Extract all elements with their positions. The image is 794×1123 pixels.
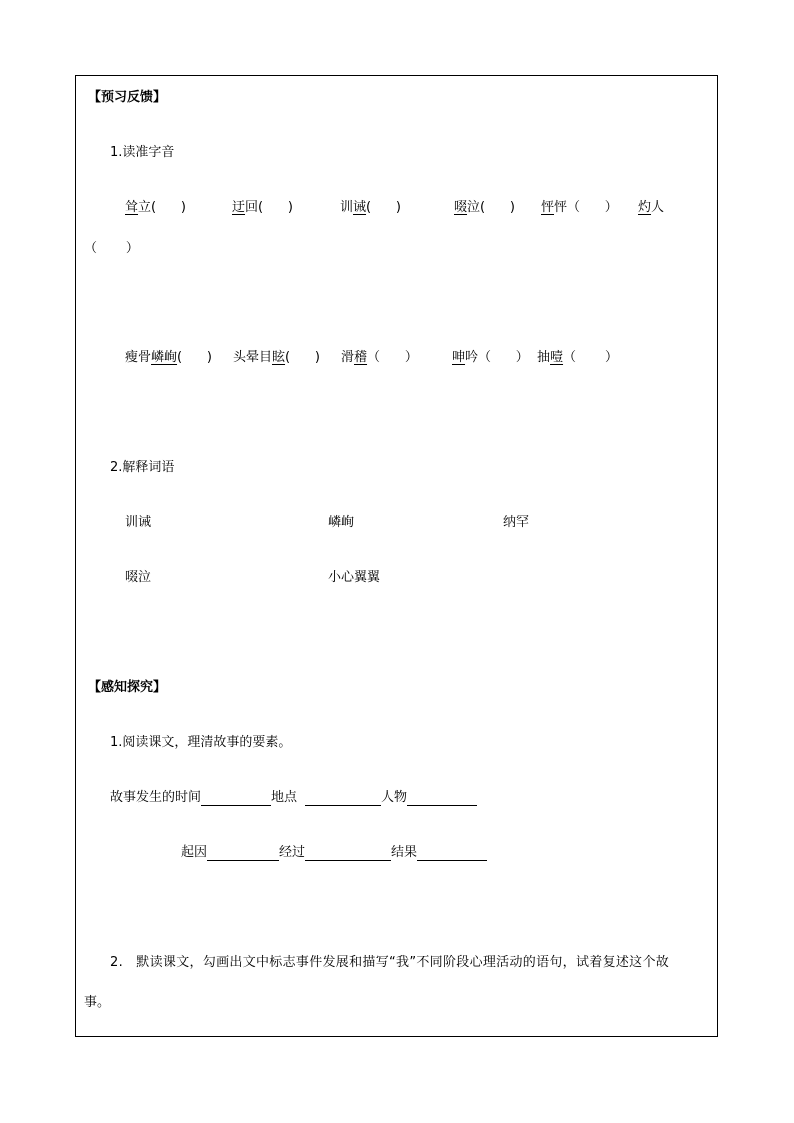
vocab-word: 小心翼翼 (328, 570, 381, 585)
people-blank[interactable] (407, 791, 477, 806)
pinyin-item: 瘦骨嶙峋( ) (125, 350, 212, 365)
time-blank[interactable] (201, 791, 271, 806)
cause-label: 起因 (181, 845, 208, 860)
result-blank[interactable] (417, 846, 487, 861)
people-label: 人物 (381, 790, 408, 805)
time-label: 故事发生的时间 (110, 790, 202, 805)
cause-blank[interactable] (207, 846, 279, 861)
vocab-word: 啜泣 (125, 570, 152, 585)
pinyin-item: 啜泣( ) (454, 200, 515, 215)
pinyin-item: 耸立( ) (125, 200, 186, 215)
place-label: 地点 (271, 790, 298, 805)
pinyin-item: 灼人 (638, 200, 665, 215)
pinyin-item: 呻吟（ ） (452, 350, 529, 365)
vocab-word: 嶙峋 (328, 515, 355, 530)
vocab-word: 训诫 (125, 515, 152, 530)
pinyin-item: 头晕目眩( ) (233, 350, 320, 365)
explore-q2-line1: 2. 默读课文，勾画出文中标志事件发展和描写“我”不同阶段心理活动的语句，试着复述这个故 (110, 955, 670, 970)
worksheet-frame (75, 75, 718, 1037)
pinyin-item: 训诫( ) (340, 200, 401, 215)
explore-heading: 【感知探究】 (88, 680, 167, 695)
process-blank[interactable] (305, 846, 391, 861)
explore-q1-title: 1.阅读课文，理清故事的要素。 (110, 735, 292, 750)
pinyin-item: 迂回( ) (232, 200, 293, 215)
pinyin-wrap-blank: （ ） (84, 241, 139, 256)
pinyin-item: 怦怦（ ） (541, 200, 618, 215)
process-label: 经过 (279, 845, 306, 860)
vocab-word: 纳罕 (503, 515, 530, 530)
place-blank[interactable] (305, 791, 381, 806)
pinyin-item: 滑稽（ ） (341, 350, 418, 365)
preview-heading: 【预习反馈】 (88, 90, 167, 105)
result-label: 结果 (391, 845, 418, 860)
q1-title: 1.读准字音 (110, 145, 175, 160)
pinyin-item: 抽噎（ ） (537, 350, 618, 365)
story-elements-row2 (181, 845, 487, 861)
explore-q2-line2: 事。 (84, 995, 111, 1010)
story-elements-row1 (110, 790, 477, 806)
q2-title: 2.解释词语 (110, 460, 175, 475)
